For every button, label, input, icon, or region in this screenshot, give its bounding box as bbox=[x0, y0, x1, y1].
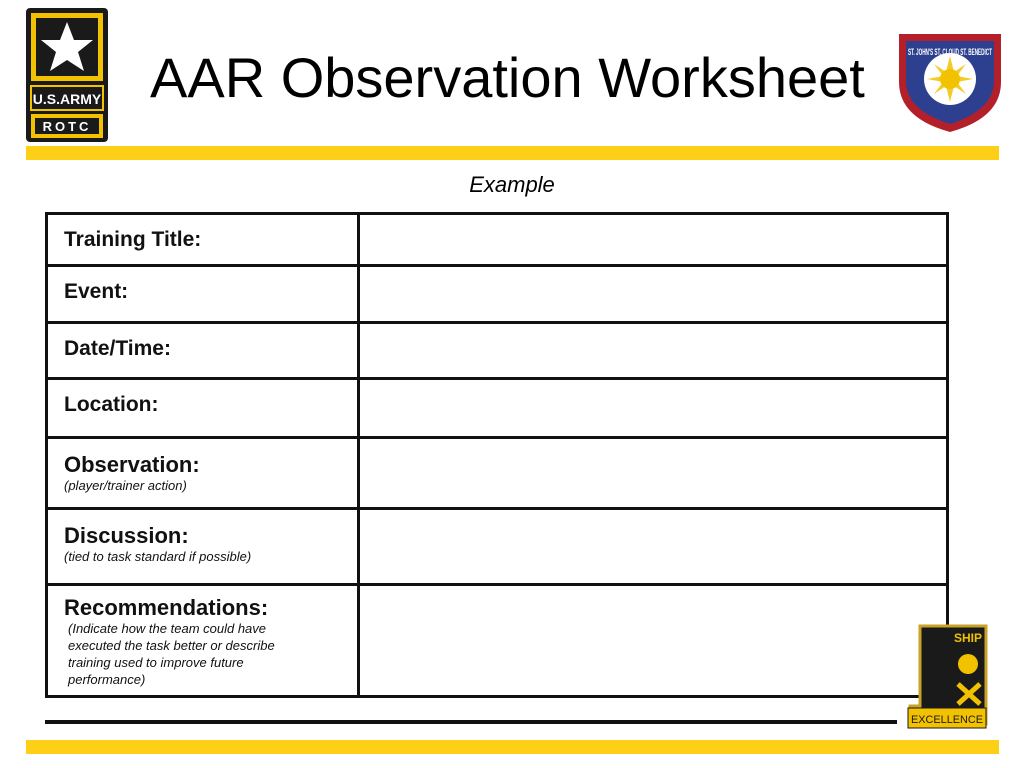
accent-bar-bottom bbox=[26, 740, 999, 754]
row-note: (Indicate how the team could have executed the task better or describe training used to improve future performance) bbox=[68, 621, 275, 687]
st-johns-seal bbox=[893, 26, 1007, 134]
seal-text: ST. JOHN'S ST. CLOUD ST. BENEDICT bbox=[908, 47, 993, 57]
logo-rotc-text: ROTC bbox=[42, 119, 92, 134]
table-row bbox=[47, 585, 948, 697]
date-time-field[interactable] bbox=[359, 323, 948, 379]
training-title-field[interactable] bbox=[359, 214, 948, 266]
army-rotc-logo bbox=[26, 8, 108, 142]
recommendations-field[interactable] bbox=[359, 585, 948, 697]
row-label: Discussion: bbox=[64, 523, 189, 548]
badge-bottom-text: EXCELLENCE bbox=[911, 714, 983, 726]
subtitle: Example bbox=[469, 172, 555, 197]
badge-top-text: SHIP bbox=[953, 631, 983, 645]
row-label: Recommendations: bbox=[64, 595, 269, 620]
location-field[interactable] bbox=[359, 379, 948, 438]
observation-field[interactable] bbox=[359, 438, 948, 509]
aar-worksheet-table bbox=[45, 212, 949, 698]
row-label: Event: bbox=[64, 280, 129, 303]
table-row bbox=[47, 509, 948, 585]
table-row bbox=[47, 379, 948, 438]
table-row bbox=[47, 438, 948, 509]
row-note: (tied to task standard if possible) bbox=[64, 549, 252, 565]
table-row bbox=[47, 214, 948, 266]
page-title: AAR Observation Worksheet bbox=[150, 46, 865, 109]
logo-army-text: U.S.ARMY bbox=[32, 91, 102, 107]
row-note: (player/trainer action) bbox=[64, 478, 187, 494]
table-row bbox=[47, 266, 948, 323]
row-label: Location: bbox=[64, 393, 159, 416]
row-label: Date/Time: bbox=[64, 337, 171, 360]
leadership-badge bbox=[906, 620, 990, 740]
event-field[interactable] bbox=[359, 266, 948, 323]
row-label: Training Title: bbox=[64, 228, 202, 251]
bottom-rule bbox=[45, 720, 897, 724]
table-row bbox=[47, 323, 948, 379]
accent-bar-top bbox=[26, 146, 999, 160]
discussion-field[interactable] bbox=[359, 509, 948, 585]
row-label: Observation: bbox=[64, 452, 200, 477]
